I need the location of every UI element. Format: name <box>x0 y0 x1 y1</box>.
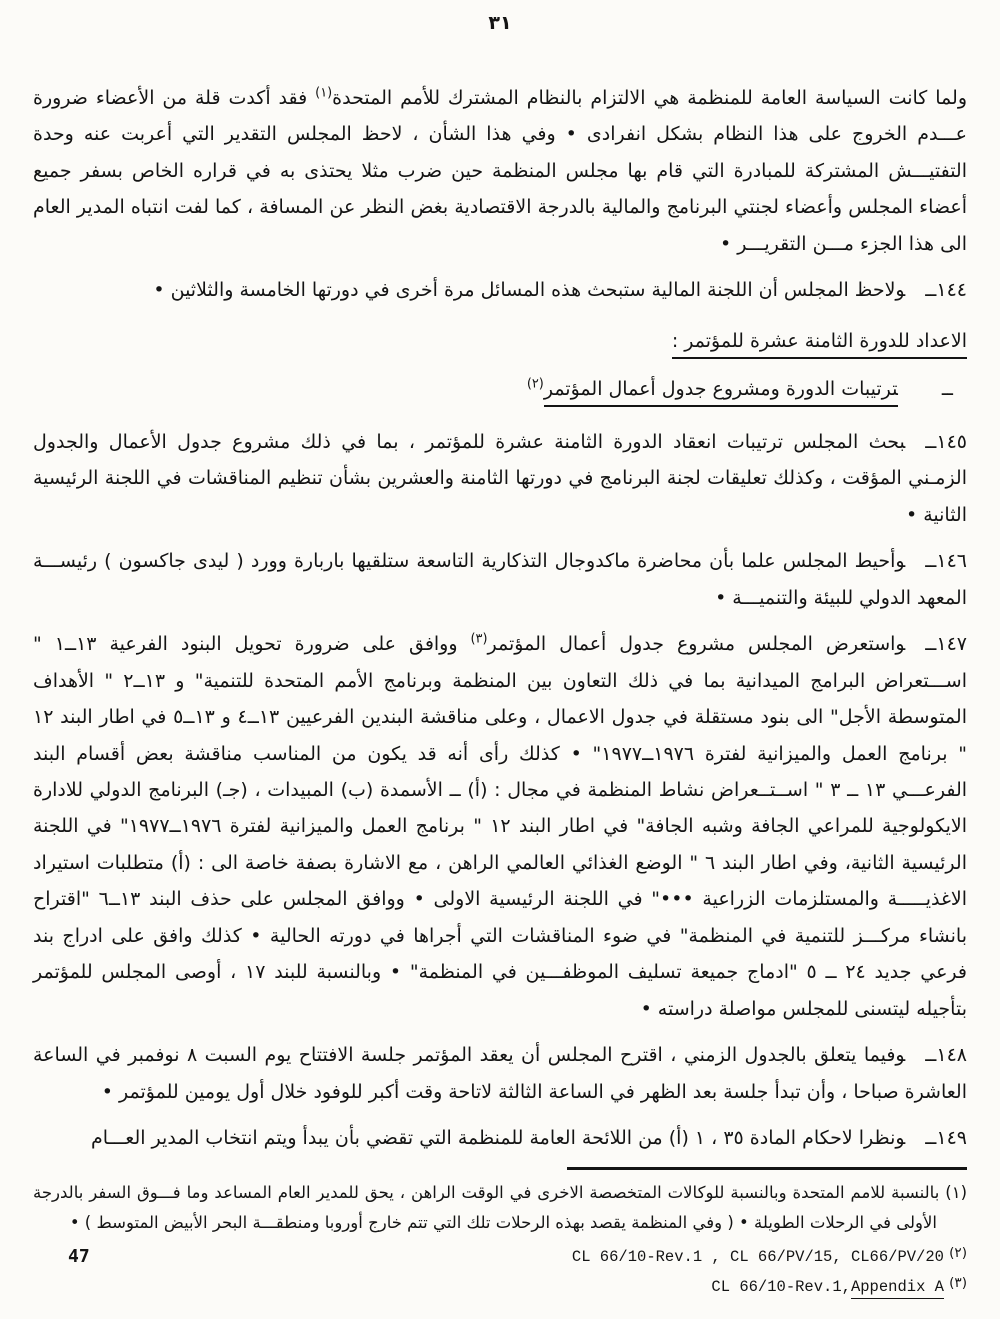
footnote-1-text: بالنسبة للامم المتحدة وبالنسبة للوكالات المتخصصة الاخرى في الوقت الراهن ، يحق للمدير العام المساعد وما فـــوق السفر بالدرجة الأولى في الرحلات الطويلة • ( وفي المنظمة يقصد بهذه الرحلات تلك التي تتم خارج أوروبا ومنطقـــة البحر الأبيض المتوسط ) • <box>33 1182 940 1233</box>
footnote-ref-2-marker: (٢) <box>526 376 544 392</box>
paragraph-146-text: وأحيط المجلس علما بأن محاضرة ماكدوجال التذكارية التاسعة ستلقيها باربارة وورد ( ليدى جاكسون ) رئيســـة المعهد الدولي للبيئة والتنميـــة • <box>33 550 967 609</box>
paragraph-149-number: ١٤٩ــ <box>925 1127 967 1150</box>
paragraph-149-text: ونظرا لاحكام المادة ٣٥ ، ١ (أ) من اللائحة العامة للمنظمة التي تقضي بأن يبدأ ويتم انتخاب المدير العـــام <box>91 1127 906 1150</box>
page-number-bottom: 47 <box>68 1246 90 1267</box>
paragraph-147-number: ١٤٧ــ <box>925 633 967 656</box>
paragraph-144-text: ولاحظ المجلس أن اللجنة المالية ستبحث هذه المسائل مرة أخرى في دورتها الخامسة والثلاثين • <box>153 279 906 302</box>
subitem-dash: ــ <box>941 378 953 401</box>
paragraph-149 <box>33 1120 967 1156</box>
paragraph-145 <box>33 424 967 533</box>
paragraph-148-number: ١٤٨ــ <box>925 1044 967 1067</box>
footnote-2-text: CL 66/10-Rev.1 , CL 66/PV/15, CL66/PV/20 <box>571 1247 944 1266</box>
footnote-ref-1-marker: (١) <box>315 85 333 101</box>
intro-paragraph <box>33 80 967 262</box>
paragraph-147-text-after-ref: ووافق على ضرورة تحويل البنود الفرعية ١٣ــ١ " اســـتعراض البرامج الميدانية بما في ذلك التعاون بين المنظمة وبرنامج الأمم المتحدة للتنمية" و ١٣ــ٢ " الأهداف المتوسطة الأجل" الى بنود مستقلة في جدول الاعمال ، وعلى مناقشة البندين الفرعيين ١٣ــ٤ و ١٣ــ٥ في اطار البند ١٢ " برنامج العمل والميزانية لفترة ١٩٧٦ــ١٩٧٧" • كذلك رأى أنه قد يكون من المناسب مناقشة بعض أقسام البند الفرعـــي ١٣ ــ ٣ " اســتــعراض نشاط المنظمة في مجال : (أ) ــ الأسمدة (ب) المبيدات ، (جـ) البرنامج الدولي للادارة الايكولوجية للمراعي الجافة وشبه الجافة" في اطار البند ١٢ " برنامج العمل والميزانية لفترة ١٩٧٦ــ١٩٧٧" في اللجنة الرئيسية الثانية، وفي اطار البند ٦ " الوضع الغذائي العالمي الراهن ، مع الاشارة بصفة خاصة الى : (أ) متطلبات استيراد الاغذيـــــة والمستلزمات الزراعية •••" في اللجنة الرئيسية الاولى • ووافق المجلس على حذف البند ١٣ــ٦ "اقتراح بانشاء مركـــز للتنمية في المنظمة" في ضوء المناقشات التي أجراها في دورته الحالية • كذلك وافق على ادراج بند فرعي جديد ٢٤ ــ ٥ "ادماج جميعة تسليف الموظفـــين في المنظمة" • وبالنسبة للبند ١٧ ، أوصى المجلس للمؤتمر بتأجيله ليتسنى للمجلس مواصلة دراسته • <box>33 633 968 1020</box>
footnote-divider <box>567 1167 967 1170</box>
document-body <box>0 34 1000 1157</box>
intro-text-after-ref: فقد أكدت قلة من الأعضاء ضرورة عـــدم الخروج على هذا النظام بشكل انفرادى • وفي هذا الشأن ، لاحظ المجلس التقدير التي أعربت عنه وحدة التفتيـــش المشتركة للمبادرة التي قام بها مجلس المنظمة حين ضرب مثلا يحتذى به في قراره الخاص بسفر جميع أعضاء المجلس وأعضاء لجنتي البرنامج والمالية بالدرجة الاقتصادية بغض النظر عن المسافة ، كما لفت انتباه المدير العام الى هذا الجزء مـــن التقريـــر • <box>33 87 967 255</box>
section-heading <box>33 323 967 359</box>
agenda-subitem <box>33 371 953 407</box>
paragraph-146 <box>33 543 967 616</box>
paragraph-147-text-before-ref: واستعرض المجلس مشروع جدول أعمال المؤتمر <box>487 633 906 656</box>
footnote-2 <box>33 1243 967 1270</box>
footnote-3-appendix-link-text: Appendix A <box>851 1278 944 1299</box>
intro-text-before-ref: ولما كانت السياسة العامة للمنظمة هي الالتزام بالنظام المشترك للأمم المتحدة <box>332 87 968 109</box>
paragraph-145-text: بحث المجلس ترتيبات انعقاد الدورة الثامنة عشرة للمؤتمر ، بما في ذلك مشروع جدول الأعمال والجدول الزمـني المؤقت ، وكذلك تعليقات لجنة البرنامج في دورتها الثامنة والعشرين بشأن تنظيم المناقشات في اللجنة الرئيسية الثانية • <box>33 430 967 526</box>
footnote-ref-3-marker: (٣) <box>470 631 488 647</box>
paragraph-148 <box>33 1037 967 1110</box>
paragraph-146-number: ١٤٦ــ <box>925 550 967 573</box>
footnote-3-marker: (٣) <box>949 1275 967 1292</box>
footnotes-section <box>0 1167 1000 1301</box>
footnote-2-marker: (٢) <box>949 1244 967 1261</box>
paragraph-144-number: ١٤٤ــ <box>925 279 967 302</box>
section-heading-text: الاعداد للدورة الثامنة عشرة للمؤتمر : <box>672 330 967 359</box>
page-number-top: ٣١ <box>488 12 512 34</box>
subitem-title: ترتيبات الدورة ومشروع جدول أعمال المؤتمر <box>544 378 898 407</box>
paragraph-147 <box>33 626 967 1027</box>
footnote-1 <box>33 1178 967 1239</box>
paragraph-145-number: ١٤٥ــ <box>925 430 967 453</box>
paragraph-144 <box>33 272 967 308</box>
footnote-3-text-plain: CL 66/10-Rev.1, <box>711 1278 851 1297</box>
footnote-3-text <box>711 1278 944 1299</box>
paragraph-148-text: وفيما يتعلق بالجدول الزمني ، اقترح المجلس أن يعقد المؤتمر جلسة الافتتاح يوم السبت ٨ نوفمبر في الساعة العاشرة صباحا ، وأن تبدأ جلسة بعد الظهر في الساعة الثالثة لاتاحة وقت أكبر للوفود خلال أول يومين للمؤتمر • <box>33 1044 967 1103</box>
footnote-3 <box>33 1273 967 1300</box>
footnote-1-marker: (١) <box>945 1182 968 1202</box>
